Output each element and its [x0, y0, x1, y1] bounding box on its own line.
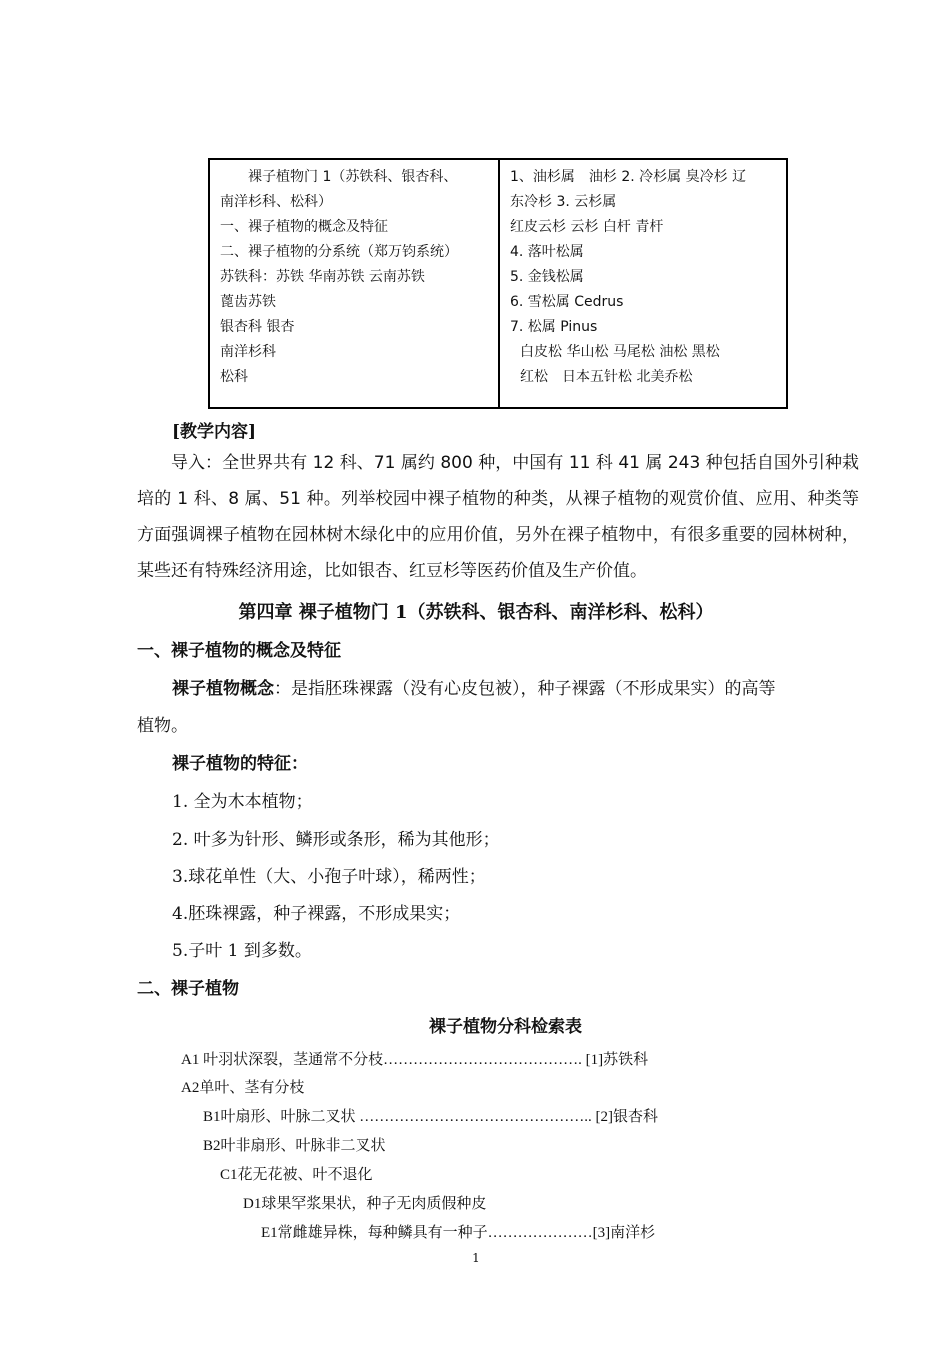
section-heading-2: 二、裸子植物 [137, 979, 239, 999]
outline-line: 7. 松属 Pinus [510, 319, 598, 335]
key-line: B2叶非扇形、叶脉非二叉状 [203, 1138, 386, 1154]
outline-line: 红皮云杉 云杉 白杆 青杆 [510, 219, 664, 235]
key-title: 裸子植物分科检索表 [429, 1017, 582, 1037]
key-line: A1 叶羽状深裂，茎通常不分枝…………………………………. [1]苏铁科 [181, 1052, 649, 1068]
feature-item: 4.胚珠裸露，种子裸露，不形成果实； [172, 904, 461, 924]
concept-text: ：是指胚珠裸露（没有心皮包被），种子裸露（不形成果实）的高等 [274, 679, 776, 699]
chapter-title: 第四章 裸子植物门 1（苏铁科、银杏科、南洋杉科、松科） [238, 602, 714, 623]
key-line: D1球果罕浆果状，种子无肉质假种皮 [243, 1196, 487, 1212]
outline-line: 松科 [220, 369, 248, 385]
features-label: 裸子植物的特征： [172, 754, 308, 774]
feature-item: 1. 全为木本植物； [172, 792, 313, 812]
concept-paragraph [172, 674, 776, 699]
outline-line: 银杏科 银杏 [220, 319, 295, 335]
section-heading-1: 一、裸子植物的概念及特征 [137, 641, 341, 661]
key-line: C1花无花被、叶不退化 [220, 1167, 373, 1183]
outline-left-column [210, 160, 500, 407]
outline-line: 一、裸子植物的概念及特征 [220, 219, 388, 235]
feature-item: 3.球花单性（大、小孢子叶球），稀两性； [172, 867, 486, 887]
outline-table [208, 158, 788, 409]
outline-right-column [500, 160, 786, 407]
concept-text-cont: 植物。 [137, 716, 188, 736]
outline-line: 裸子植物门 1（苏铁科、银杏科、 [248, 169, 458, 185]
key-line: B1叶扇形、叶脉二叉状 ……………………………………….. [2]银杏科 [203, 1109, 658, 1125]
outline-line: 白皮松 华山松 马尾松 油松 黑松 [520, 344, 720, 360]
intro-paragraph: 导入：全世界共有 12 科、71 属约 800 种，中国有 11 科 41 属 243 种包括自国外引种栽培的 1 科、8 属、51 种。列举校园中裸子植物的种类，从裸子植物的观赏价值、应用、种类等方面强调裸子植物在园林树木绿化中的应用价值，另外在裸子植物中，有很多重要的园林树种，某些还有特殊经济用途，比如银杏、红豆杉等医药价值及生产价值。 [137, 453, 859, 581]
outline-line: 4. 落叶松属 [510, 244, 584, 260]
teaching-content-label: [教学内容] [172, 422, 257, 442]
feature-item: 2. 叶多为针形、鳞形或条形，稀为其他形； [172, 830, 500, 850]
concept-label: 裸子植物概念 [172, 679, 274, 699]
outline-line: 南洋杉科 [220, 344, 276, 360]
outline-line: 蓖齿苏铁 [220, 294, 276, 310]
page-number: 1 [472, 1251, 480, 1265]
outline-line: 1、油杉属 油杉 2. 冷杉属 臭冷杉 辽 [510, 169, 747, 185]
outline-line: 6. 雪松属 Cedrus [510, 294, 624, 310]
outline-line: 红松 日本五针松 北美乔松 [520, 369, 693, 385]
key-line: A2单叶、茎有分枝 [181, 1080, 305, 1096]
outline-line: 苏铁科：苏铁 华南苏铁 云南苏铁 [220, 269, 425, 285]
key-line: E1常雌雄异株，每种鳞具有一种子…………………[3]南洋杉 [261, 1225, 656, 1241]
outline-line: 二、裸子植物的分系统（郑万钧系统） [220, 244, 458, 260]
outline-line: 5. 金钱松属 [510, 269, 584, 285]
outline-line: 南洋杉科、松科） [220, 194, 332, 210]
feature-item: 5.子叶 1 到多数。 [172, 941, 312, 961]
outline-line: 东冷杉 3. 云杉属 [510, 194, 617, 210]
